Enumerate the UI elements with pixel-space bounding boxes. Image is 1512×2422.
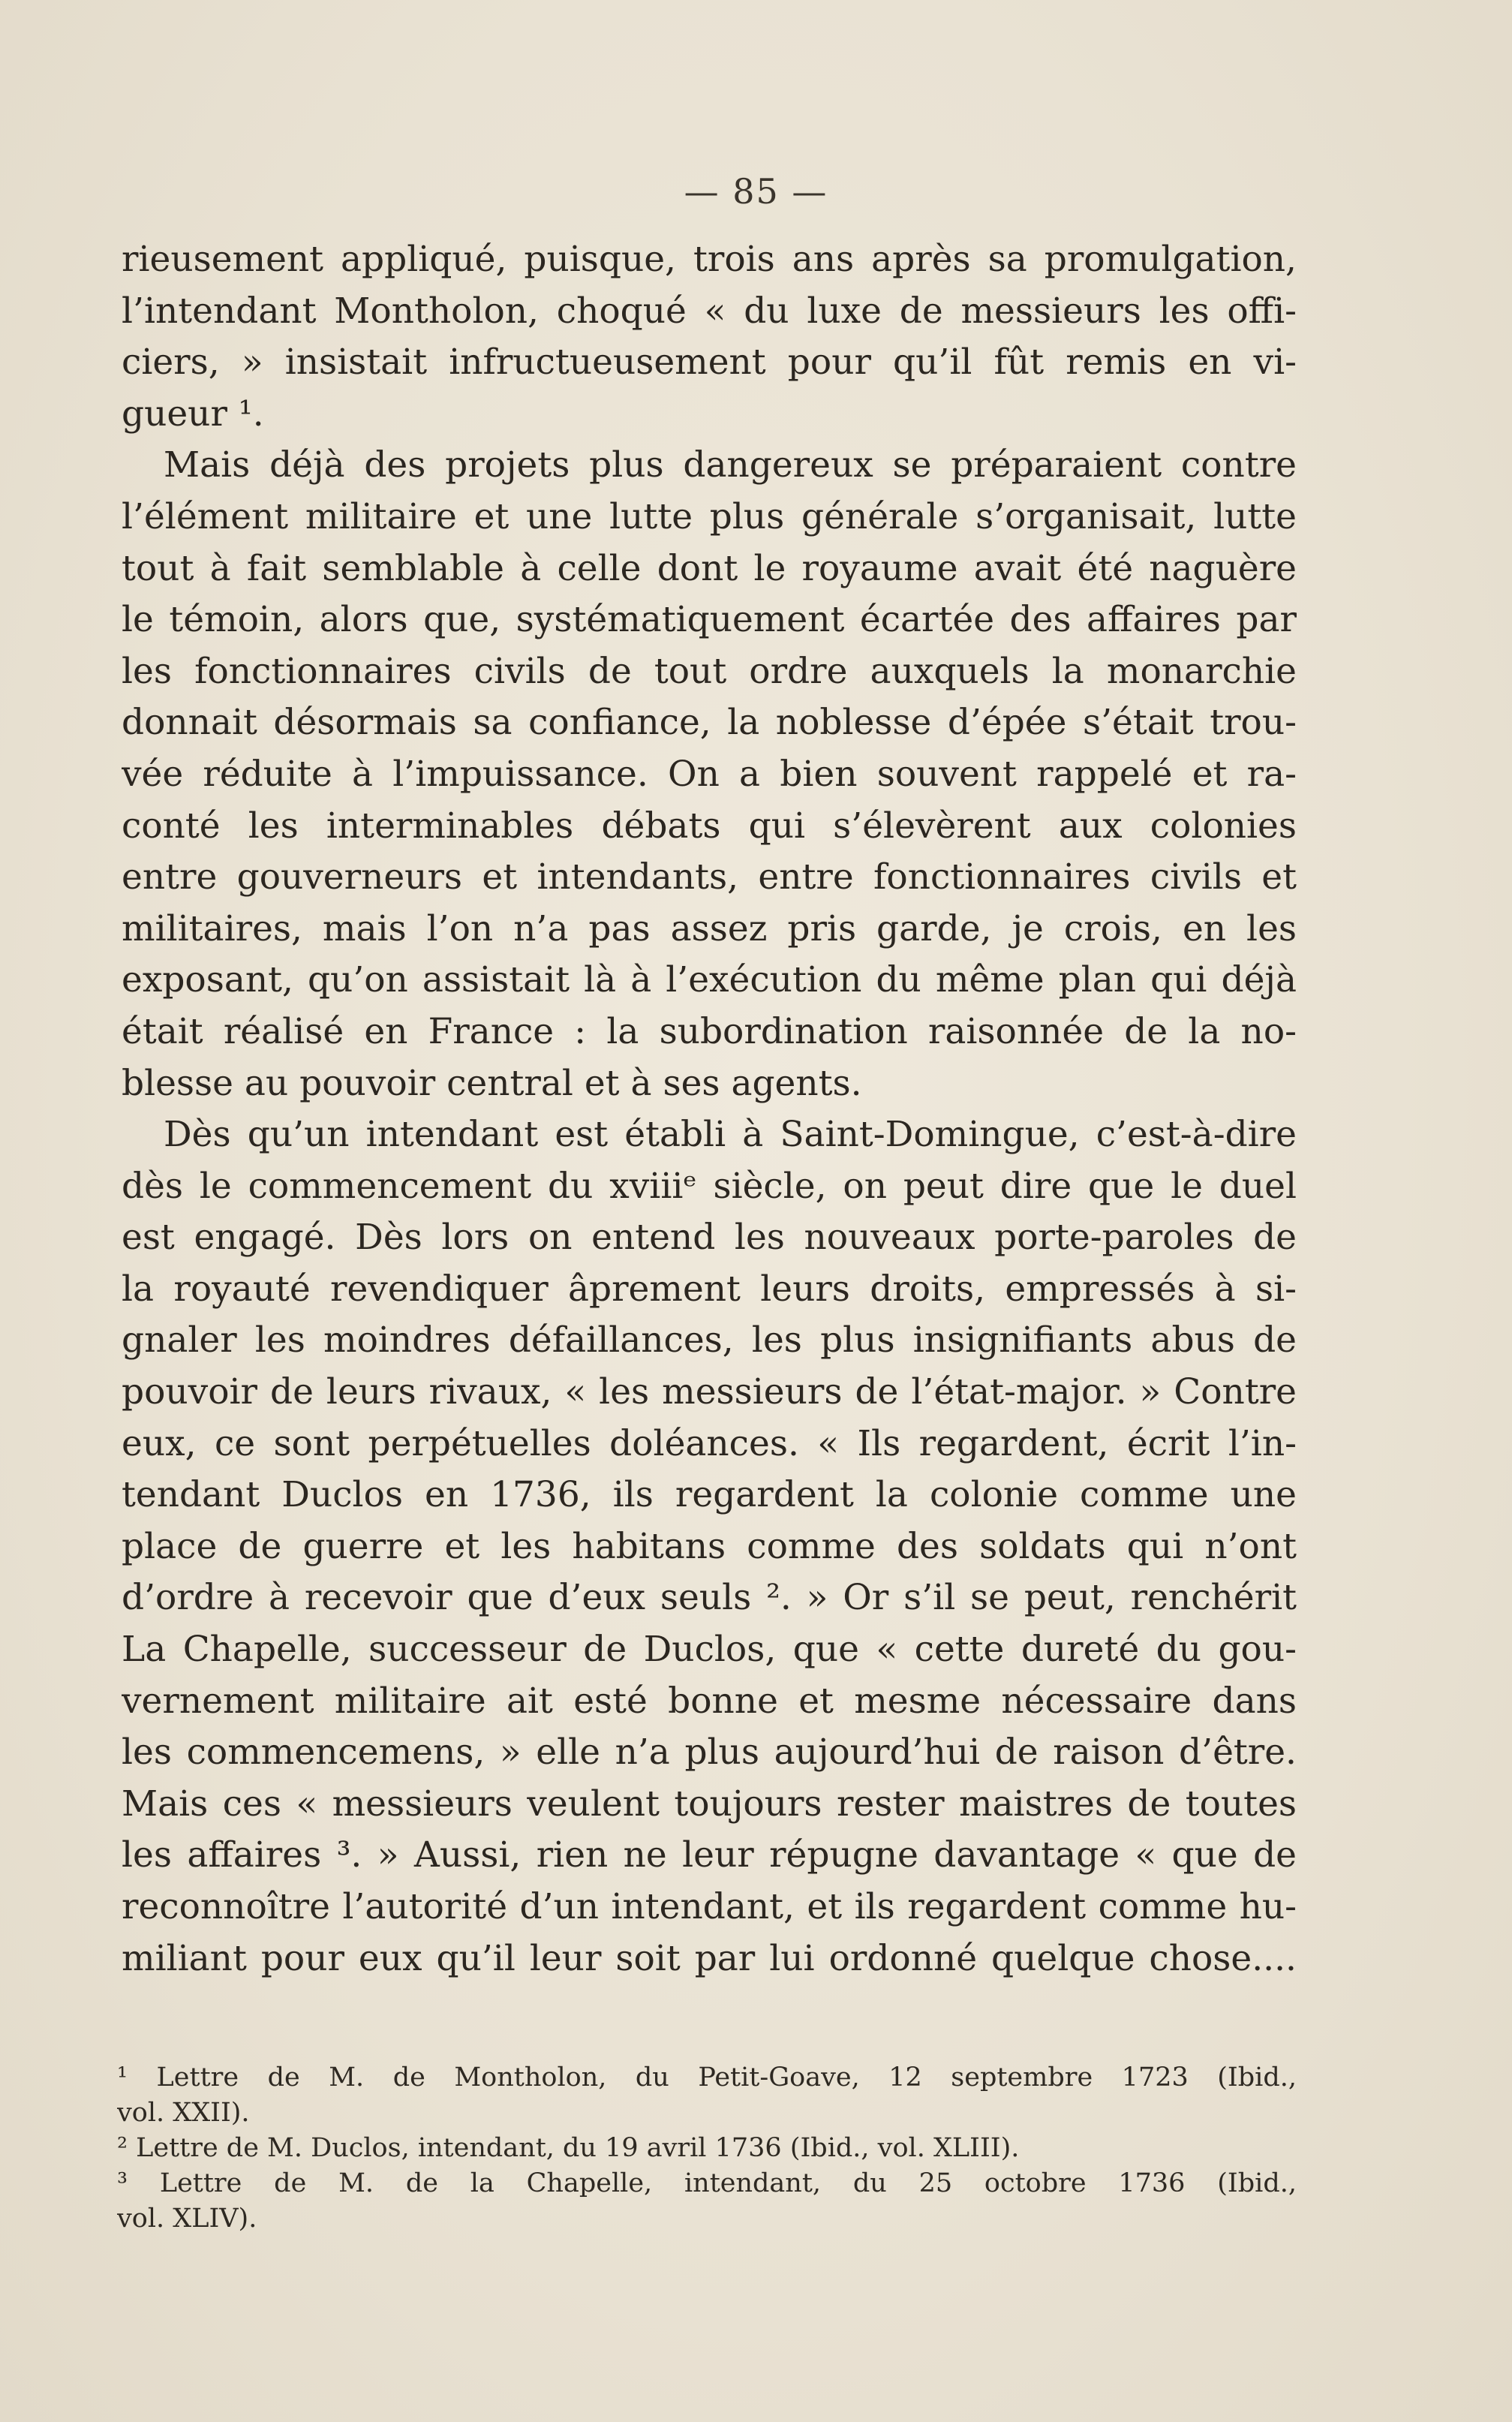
body-line: militaires, mais l’on n’a pas assez pris garde, je crois, en les bbox=[122, 907, 1297, 949]
body-line: gueur ¹. bbox=[122, 393, 264, 435]
body-line: les affaires ³. » Aussi, rien ne leur répugne davantage « que de bbox=[122, 1834, 1297, 1876]
body-line: était réalisé en France : la subordination raisonnée de la no- bbox=[122, 1010, 1297, 1052]
body-line: l’élément militaire et une lutte plus générale s’organisait, lutte bbox=[122, 495, 1297, 537]
footnote-line: vol. XXII). bbox=[117, 2098, 250, 2128]
body-line: le témoin, alors que, systématiquement écartée des affaires par bbox=[122, 599, 1297, 641]
body-line: Dès qu’un intendant est établi à Saint-Domingue, c’est-à-dire bbox=[164, 1114, 1297, 1156]
body-line: tout à fait semblable à celle dont le royaume avait été naguère bbox=[122, 547, 1297, 589]
body-line: Mais déjà des projets plus dangereux se préparaient contre bbox=[164, 444, 1297, 486]
body-line: l’intendant Montholon, choqué « du luxe de messieurs les offi- bbox=[122, 290, 1297, 332]
footnote-line: ³ Lettre de M. de la Chapelle, intendant, du 25 octobre 1736 (Ibid., bbox=[117, 2168, 1297, 2198]
footnote-line: ² Lettre de M. Duclos, intendant, du 19 avril 1736 (Ibid., vol. XLIII). bbox=[117, 2133, 1020, 2163]
body-line: pouvoir de leurs rivaux, « les messieurs de l’état-major. » Contre bbox=[122, 1371, 1297, 1413]
body-line: gnaler les moindres défaillances, les plus insignifiants abus de bbox=[122, 1319, 1297, 1361]
body-line: reconnoître l’autorité d’un intendant, et ils regardent comme hu- bbox=[122, 1886, 1297, 1927]
page-number: — 85 — bbox=[684, 171, 828, 212]
body-line: Mais ces « messieurs veulent toujours rester maistres de toutes bbox=[122, 1783, 1297, 1825]
body-line: les commencemens, » elle n’a plus aujourd’hui de raison d’être. bbox=[122, 1732, 1297, 1774]
body-line: place de guerre et les habitans comme des soldats qui n’ont bbox=[122, 1525, 1297, 1567]
body-line: conté les interminables débats qui s’élevèrent aux colonies bbox=[122, 805, 1297, 847]
body-line: La Chapelle, successeur de Duclos, que « cette dureté du gou- bbox=[122, 1629, 1297, 1671]
body-line: rieusement appliqué, puisque, trois ans après sa promulgation, bbox=[122, 239, 1297, 280]
body-line: exposant, qu’on assistait là à l’exécution du même plan qui déjà bbox=[122, 959, 1297, 1001]
body-line: est engagé. Dès lors on entend les nouveaux porte-paroles de bbox=[122, 1217, 1297, 1259]
body-line: miliant pour eux qu’il leur soit par lui ordonné quelque chose.... bbox=[122, 1937, 1297, 1979]
body-text bbox=[122, 234, 1297, 1984]
footnote-line: vol. XLIV). bbox=[117, 2204, 257, 2234]
body-line: donnait désormais sa confiance, la noblesse d’épée s’était trou- bbox=[122, 702, 1297, 744]
body-line: la royauté revendiquer âprement leurs droits, empressés à si- bbox=[122, 1268, 1297, 1310]
body-line: les fonctionnaires civils de tout ordre auxquels la monarchie bbox=[122, 650, 1297, 692]
footnotes bbox=[117, 2060, 1297, 2237]
footnote-line: ¹ Lettre de M. de Montholon, du Petit-Goave, 12 septembre 1723 (Ibid., bbox=[117, 2062, 1297, 2093]
body-line: d’ordre à recevoir que d’eux seuls ². » Or s’il se peut, renchérit bbox=[122, 1577, 1297, 1619]
body-line: dès le commencement du xviiiᵉ siècle, on peut dire que le duel bbox=[122, 1165, 1297, 1207]
body-line: vernement militaire ait esté bonne et mesme nécessaire dans bbox=[122, 1680, 1297, 1722]
body-line: tendant Duclos en 1736, ils regardent la colonie comme une bbox=[122, 1474, 1297, 1516]
body-line: vée réduite à l’impuissance. On a bien souvent rappelé et ra- bbox=[122, 753, 1297, 795]
body-line: eux, ce sont perpétuelles doléances. « Ils regardent, écrit l’in- bbox=[122, 1422, 1297, 1464]
body-line: entre gouverneurs et intendants, entre fonctionnaires civils et bbox=[122, 856, 1297, 898]
body-line: ciers, » insistait infructueusement pour qu’il fût remis en vi- bbox=[122, 341, 1297, 384]
body-line: blesse au pouvoir central et à ses agents. bbox=[122, 1062, 862, 1104]
